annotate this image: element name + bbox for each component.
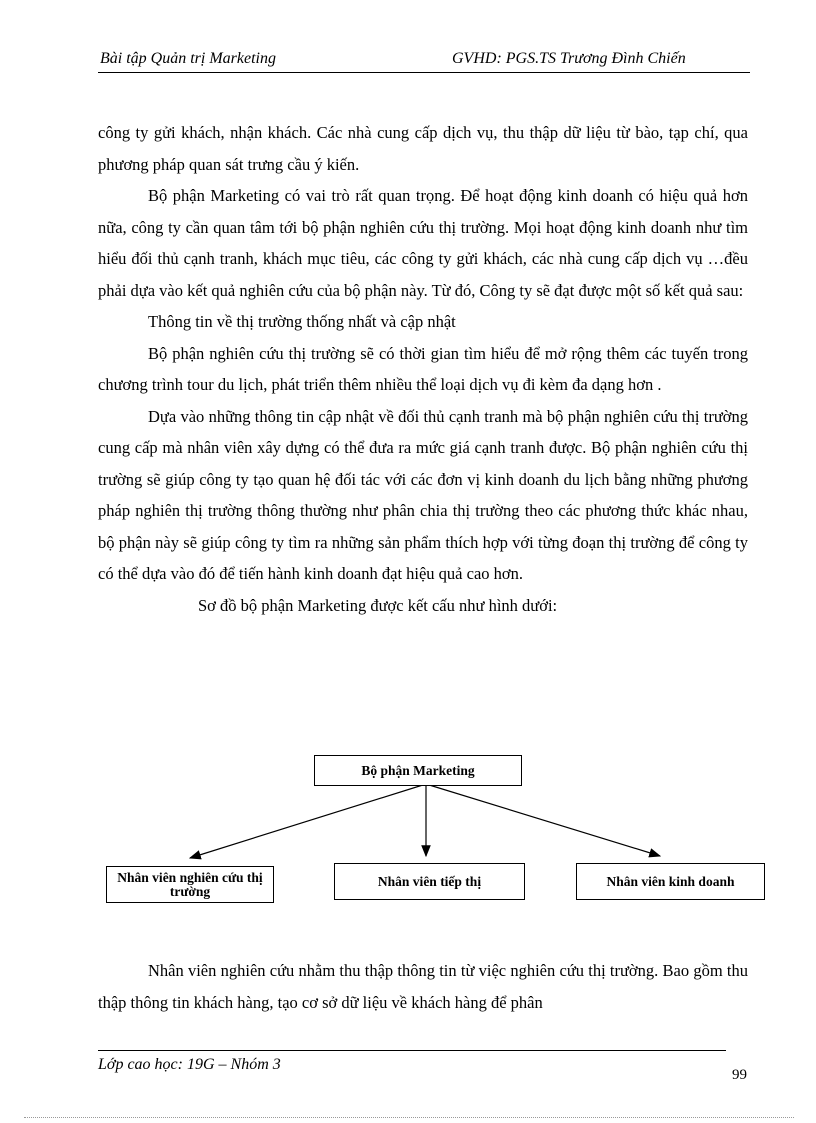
page-number: 99: [732, 1067, 747, 1083]
paragraph: Bộ phận nghiên cứu thị trường sẽ có thời gian tìm hiểu để mở rộng thêm các tuyến trong chương trình tour du lịch, phát triển thêm nhiều thể loại dịch vụ đi kèm đa dạng hơn .: [98, 343, 748, 394]
footer-divider: [98, 1050, 726, 1051]
arrow-to-research-staff: [190, 784, 426, 858]
paragraph: Nhân viên nghiên cứu nhằm thu thập thông tin từ việc nghiên cứu thị trường. Bao gồm thu thập thông tin khách hàng, tạo cơ sở dữ liệu về khách hàng để phân: [98, 961, 748, 1012]
sales-staff-box: [576, 863, 765, 900]
header-course-title: Bài tập Quản trị Marketing: [100, 50, 276, 67]
marketing-staff-label: Nhân viên tiếp thị: [377, 873, 482, 889]
sales-staff-label: Nhân viên kinh doanh: [606, 873, 735, 889]
page-bottom-border: [24, 1117, 794, 1118]
continuation-text: [98, 955, 748, 1018]
diagram-caption: Sơ đồ bộ phận Marketing được kết cấu như hình dưới:: [198, 595, 558, 615]
marketing-department-label: Bộ phận Marketing: [361, 762, 475, 778]
arrow-to-sales-staff: [426, 784, 660, 856]
header-supervisor: GVHD: PGS.TS Trương Đình Chiến: [452, 50, 686, 67]
paragraph: Thông tin về thị trường thống nhất và cập nhật: [148, 312, 456, 331]
main-text: [98, 117, 748, 621]
research-staff-label: Nhân viên nghiên cứu thị trường: [117, 869, 263, 899]
header-divider: [98, 72, 750, 73]
paragraph: Dựa vào những thông tin cập nhật về đối thủ cạnh tranh mà bộ phận nghiên cứu thị trường cung cấp mà nhân viên xây dựng có thể đưa ra mức giá cạnh tranh được. Bộ phận nghiên cứu thị trường sẽ giúp công ty tạo quan hệ đối tác với các đơn vị kinh doanh du lịch bằng những phương pháp nghiên thị trường thông thường như phân chia thị trường theo các phương thức khác nhau, bộ phận này sẽ giúp công ty tìm ra những sản phẩm thích hợp với từng đoạn thị trường để công ty có thể dựa vào đó để tiến hành kinh doanh đạt hiệu quả cao hơn.: [98, 406, 748, 583]
paragraph: công ty gửi khách, nhận khách. Các nhà cung cấp dịch vụ, thu thập dữ liệu từ bào, tạp chí, qua phương pháp quan sát trưng cầu ý kiến.: [98, 123, 748, 174]
marketing-department-box: [314, 755, 522, 786]
footer-class-group: Lớp cao học: 19G – Nhóm 3: [98, 1056, 281, 1073]
marketing-staff-box: [334, 863, 525, 900]
paragraph: Bộ phận Marketing có vai trò rất quan trọng. Để hoạt động kinh doanh có hiệu quả hơn nữa, công ty cần quan tâm tới bộ phận nghiên cứu thị trường. Mọi hoạt động kinh doanh như tìm hiểu đối thủ cạnh tranh, khách mục tiêu, các công ty gửi khách, các nhà cung cấp dịch vụ …đều phải dựa vào kết quả nghiên cứu của bộ phận này. Từ đó, Công ty sẽ đạt được một số kết quả sau:: [98, 186, 748, 300]
research-staff-box: [106, 866, 274, 903]
